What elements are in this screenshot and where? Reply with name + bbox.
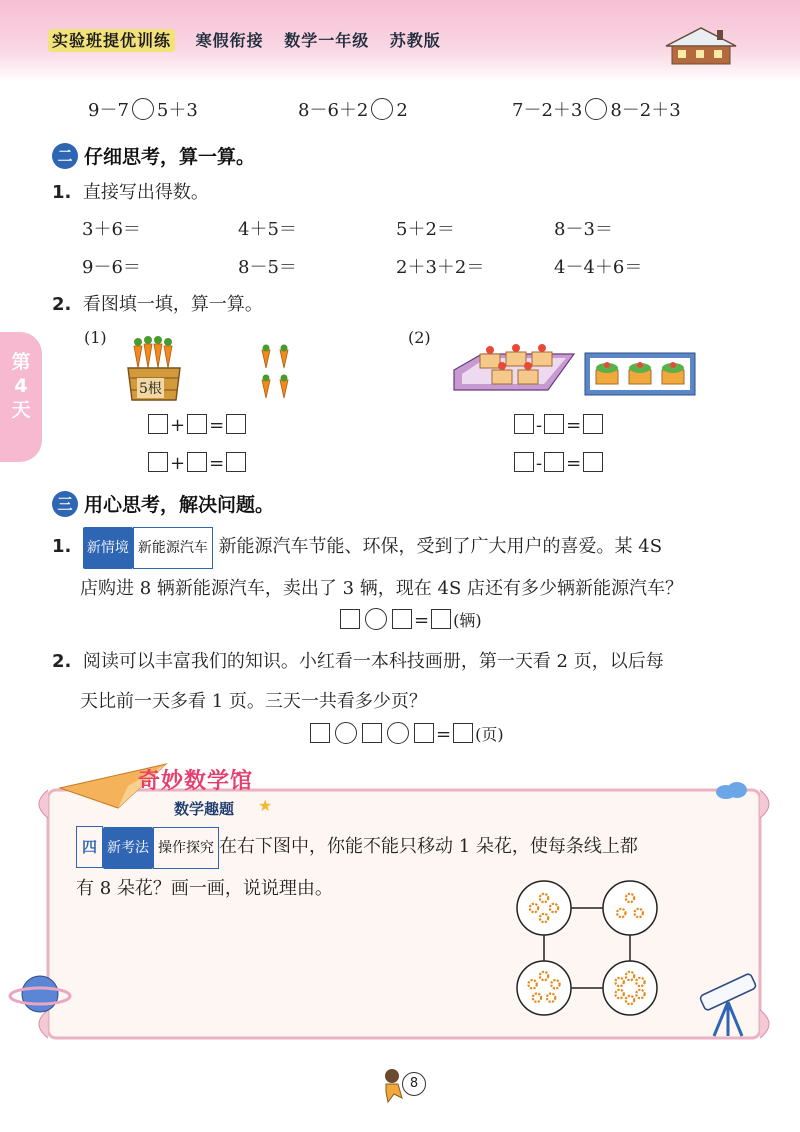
answer-box[interactable] [226, 452, 246, 472]
flower-icon[interactable] [528, 980, 536, 988]
answer-box[interactable] [226, 414, 246, 434]
flower-icon[interactable] [540, 914, 548, 922]
operator-circle[interactable] [335, 722, 357, 744]
answer-box[interactable] [310, 723, 330, 743]
tag-topic: 新能源汽车 [133, 527, 213, 569]
s3-q1-line1 [52, 527, 772, 569]
s2-q2-prompt [52, 290, 263, 316]
flower-icon[interactable] [626, 972, 634, 980]
equation-row [512, 452, 605, 474]
telescope-icon [692, 972, 768, 1038]
answer-circle[interactable] [585, 98, 607, 120]
answer-box[interactable] [362, 723, 382, 743]
answer-box[interactable] [148, 414, 168, 434]
answer-box[interactable] [544, 414, 564, 434]
calc-item: 3＋6＝ [82, 219, 141, 240]
equation-row [146, 414, 248, 436]
question-number: 2. [52, 294, 72, 315]
house-icon [662, 26, 740, 66]
s4-line1 [76, 826, 766, 869]
s4-question [76, 826, 766, 909]
compare-right: 5＋3 [156, 100, 198, 121]
equals-sign: = [209, 415, 225, 436]
part-1-label: (1) [84, 328, 107, 347]
flower-icon[interactable] [550, 904, 558, 912]
flower-icon[interactable] [635, 909, 643, 917]
s3-q1 [52, 527, 772, 609]
answer-box[interactable] [453, 723, 473, 743]
planet-icon [8, 966, 74, 1020]
flower-icon[interactable] [636, 990, 644, 998]
section2-heading [52, 142, 255, 169]
question-number: 2. [52, 651, 72, 672]
s3-q2 [52, 642, 772, 722]
s3-q1-line2: 店购进 8 辆新能源汽车，卖出了 3 辆，现在 4S 店还有多少辆新能源汽车？ [80, 578, 684, 599]
answer-box[interactable] [514, 452, 534, 472]
answer-box[interactable] [414, 723, 434, 743]
compare-item-2 [298, 96, 408, 122]
flower-icon[interactable] [626, 996, 634, 1004]
answer-box[interactable] [392, 609, 412, 629]
calc-item: 4＋5＝ [238, 219, 297, 240]
header-brand: 实验班提优训练 [48, 29, 175, 52]
plus-sign: + [170, 415, 186, 436]
header-subtitle: 寒假衔接 [195, 31, 264, 50]
flower-circle-top-right[interactable] [603, 881, 657, 935]
calc-item: 8－3＝ [554, 219, 613, 240]
equals-sign: = [414, 610, 430, 631]
equals-sign: = [209, 453, 225, 474]
section2-badge: 二 [52, 143, 78, 169]
flower-diagram [512, 876, 662, 1020]
flower-icon[interactable] [615, 990, 623, 998]
answer-box[interactable] [544, 452, 564, 472]
cupcake-tray-icon [452, 326, 576, 392]
answer-box[interactable] [583, 452, 603, 472]
day-side-tab-label: 第4天 [11, 351, 31, 421]
s3-q2-line1 [52, 642, 772, 682]
s4-line2: 有 8 朵花？画一画，说说理由。 [76, 878, 333, 899]
answer-box[interactable] [187, 414, 207, 434]
calc-item: 8－5＝ [238, 257, 297, 278]
calc-item: 2＋3＋2＝ [396, 257, 485, 278]
page-number: 8 [402, 1072, 426, 1096]
minus-sign: - [536, 415, 543, 436]
s3-q2-equation [308, 722, 504, 745]
compare-right: 8－2＋3 [610, 100, 681, 121]
answer-box[interactable] [148, 452, 168, 472]
question-text: 阅读可以丰富我们的知识。小红看一本科技画册，第一天看 2 页，以后每 [82, 651, 664, 672]
part-2-label: (2) [408, 328, 431, 347]
answer-box[interactable] [187, 452, 207, 472]
tag-new-method: 新考法 [103, 827, 153, 869]
flower-icon[interactable] [615, 978, 623, 986]
equation-row [512, 414, 605, 436]
s3-q1-equation [338, 608, 482, 631]
section4-badge: 四 [76, 826, 103, 868]
carrots-icon [258, 342, 294, 404]
flower-circle-top-left[interactable] [517, 881, 571, 935]
s2-q1-prompt [52, 178, 209, 204]
section3-heading [52, 490, 274, 517]
operator-circle[interactable] [365, 608, 387, 630]
flower-circle-bottom-right[interactable] [603, 961, 657, 1015]
compare-left: 7－2＋3 [512, 100, 583, 121]
tag-new-context: 新情境 [83, 527, 133, 569]
plus-sign: + [170, 453, 186, 474]
equation-row [146, 452, 248, 474]
equals-sign: = [436, 724, 452, 745]
answer-box[interactable] [514, 414, 534, 434]
answer-box[interactable] [583, 414, 603, 434]
flower-icon[interactable] [547, 994, 555, 1002]
flower-icon[interactable] [626, 894, 634, 902]
question-text: 新能源汽车节能、环保，受到了广大用户的喜爱。某 4S [218, 536, 663, 557]
star-icon: ★ [258, 796, 273, 815]
section3-title: 用心思考，解决问题。 [84, 494, 275, 516]
s3-q2-line2: 天比前一天多看 1 页。三天一共看多少页？ [80, 691, 427, 712]
header-edition: 苏教版 [389, 31, 441, 50]
flower-icon[interactable] [540, 894, 548, 902]
flower-icon[interactable] [540, 972, 548, 980]
banner-subtitle: 数学趣题 [174, 800, 235, 818]
flower-icon[interactable] [551, 980, 559, 988]
answer-box[interactable] [431, 609, 451, 629]
question-text: 直接写出得数。 [82, 182, 209, 203]
cloud-icon [712, 778, 752, 802]
question-text: 看图填一填，算一算。 [82, 294, 263, 315]
cupcake-box-icon [584, 352, 696, 396]
compare-item-3 [512, 96, 681, 122]
scroll-panel [28, 778, 780, 1058]
unit-label: (页) [475, 725, 504, 744]
question-text: 在右下图中，你能不能只移动 1 朵花，使每条线上都 [219, 836, 638, 857]
compare-right: 2 [396, 100, 408, 121]
section2-title: 仔细思考，算一算。 [84, 146, 256, 168]
banner-title: 奇妙数学馆 [138, 769, 254, 794]
header-title [48, 28, 455, 51]
flower-icon[interactable] [636, 978, 644, 986]
flower-icon[interactable] [617, 909, 625, 917]
compare-item-1 [88, 96, 198, 122]
answer-box[interactable] [340, 609, 360, 629]
question-number: 1. [52, 536, 72, 557]
compare-left: 8－6＋2 [298, 100, 369, 121]
flower-icon[interactable] [533, 994, 541, 1002]
header-grade: 数学一年级 [284, 31, 370, 50]
question-number: 1. [52, 182, 72, 203]
answer-circle[interactable] [132, 98, 154, 120]
calc-item: 9－6＝ [82, 257, 141, 278]
equals-sign: = [566, 415, 582, 436]
equals-sign: = [566, 453, 582, 474]
tag-operation: 操作探究 [153, 827, 219, 869]
calc-item: 5＋2＝ [396, 219, 455, 240]
section3-badge: 三 [52, 491, 78, 517]
compare-left: 9－7 [88, 100, 129, 121]
answer-circle[interactable] [371, 98, 393, 120]
calc-item: 4－4＋6＝ [554, 257, 643, 278]
operator-circle[interactable] [387, 722, 409, 744]
basket-label: 5根 [137, 378, 164, 398]
minus-sign: - [536, 453, 543, 474]
flower-circle-bottom-left[interactable] [517, 961, 571, 1015]
flower-icon[interactable] [530, 904, 538, 912]
unit-label: (辆) [453, 611, 482, 630]
